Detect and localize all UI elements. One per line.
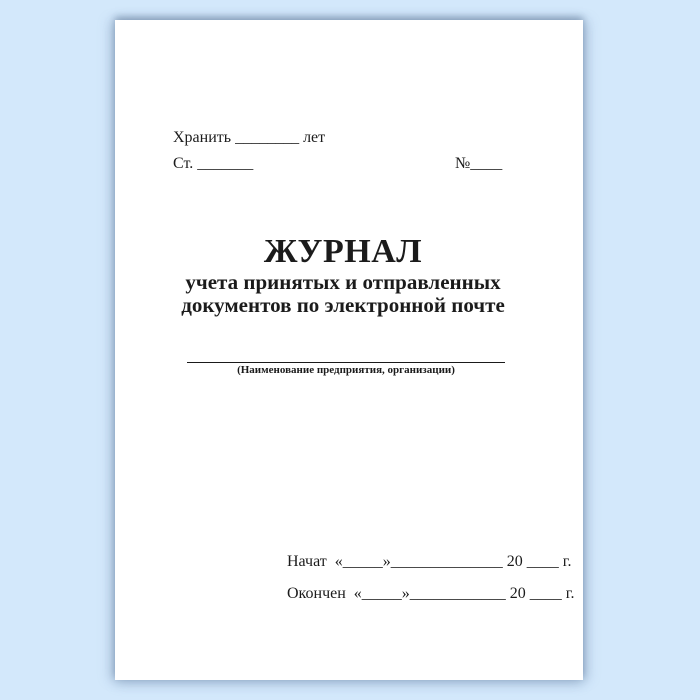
subtitle-line-2: документов по электронной почте	[181, 293, 505, 317]
article-number-line: Ст. _______	[173, 155, 254, 172]
subtitle-line-1: учета принятых и отправленных	[185, 270, 501, 294]
organization-blank-line	[187, 350, 505, 363]
journal-cover-page	[115, 20, 583, 680]
title-block	[115, 234, 571, 317]
keep-years-line: Хранить ________ лет	[173, 129, 326, 146]
journal-subtitle	[115, 271, 571, 317]
journal-title: ЖУРНАЛ	[263, 233, 423, 270]
finished-date-line: Окончен «_____»____________ 20 ____ г.	[287, 585, 575, 602]
started-date-line: Начат «_____»______________ 20 ____ г.	[287, 553, 572, 570]
journal-number-line: №____	[455, 155, 503, 172]
dates-block	[287, 552, 575, 604]
organization-caption: (Наименование предприятия, организации)	[237, 364, 455, 376]
